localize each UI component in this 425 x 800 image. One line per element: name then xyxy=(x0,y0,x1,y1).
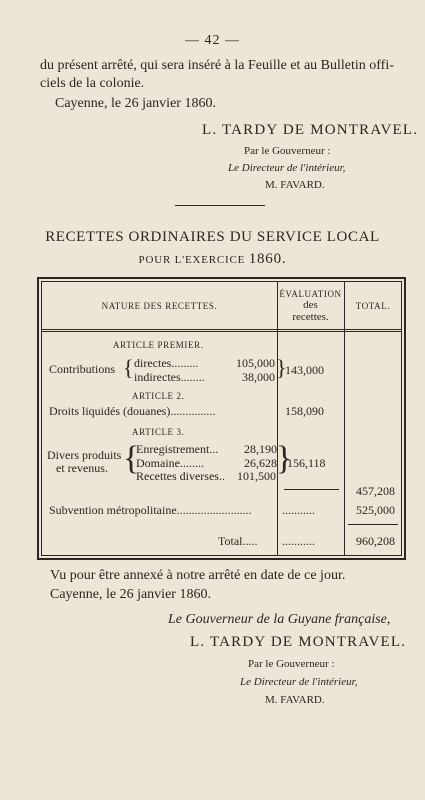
article3-row-3-value: 101,500 xyxy=(237,469,276,483)
subvention-value: 525,000 xyxy=(356,503,395,517)
subtotal-value: 457,208 xyxy=(356,484,395,498)
signature1-role: Le Directeur de l'intérieur, xyxy=(228,162,346,174)
intro-line-2: ciels de la colonie. xyxy=(40,76,145,91)
article3-label-1: Divers produits xyxy=(47,448,122,462)
column-divider-2 xyxy=(344,282,345,555)
total-dots: ........... xyxy=(282,534,315,548)
article1-row-1-label: directes......... xyxy=(134,356,199,370)
signature2-governor: Le Gouverneur de la Guyane française, xyxy=(168,612,391,627)
article3-row-2-label: Domaine........ xyxy=(136,456,204,470)
article3-close-brace-icon: } xyxy=(276,440,293,477)
article2-label: Droits liquidés (douanes)............... xyxy=(49,404,216,418)
table-title: RECETTES ORDINAIRES DU SERVICE LOCAL xyxy=(45,229,380,245)
article3-row-2-value: 26,628 xyxy=(244,456,277,470)
article3-label-2: et revenus. xyxy=(56,461,108,475)
signature2-signer: M. FAVARD. xyxy=(265,694,325,706)
article1-row-2-value: 38,000 xyxy=(242,370,275,384)
signature2-name: L. TARDY DE MONTRAVEL. xyxy=(190,634,407,650)
article3-row-3-label: Recettes diverses.. xyxy=(136,469,225,483)
signature2-role: Le Directeur de l'intérieur, xyxy=(240,676,358,688)
header-evaluation-3: recettes. xyxy=(292,311,329,323)
article1-label: Contributions xyxy=(49,362,116,376)
evaluation-sum-rule xyxy=(284,489,339,490)
total-rule xyxy=(348,524,398,525)
article3-evaluation: 156,118 xyxy=(287,456,326,470)
article1-row-1-value: 105,000 xyxy=(236,356,275,370)
article1-evaluation: 143,000 xyxy=(285,363,324,377)
intro-date: Cayenne, le 26 janvier 1860. xyxy=(55,96,216,111)
signature1-name: L. TARDY DE MONTRAVEL. xyxy=(202,122,419,138)
header-rule xyxy=(42,329,401,330)
article3-heading: ARTICLE 3. xyxy=(132,427,185,437)
subvention-dots: ........... xyxy=(282,503,315,517)
annex-line-1: Vu pour être annexé à notre arrêté en date de ce jour. xyxy=(50,568,346,583)
total-value: 960,208 xyxy=(356,534,395,548)
article3-brace-icon: { xyxy=(123,440,140,477)
header-nature: NATURE DES RECETTES. xyxy=(101,301,218,311)
signature2-by: Par le Gouverneur : xyxy=(248,658,335,670)
subtitle-year: 1860. xyxy=(248,251,287,267)
total-label: Total..... xyxy=(218,534,258,548)
article1-row-2-label: indirectes........ xyxy=(134,370,205,384)
article1-brace-icon: { xyxy=(123,355,134,380)
article2-heading: ARTICLE 2. xyxy=(132,391,185,401)
signature1-by: Par le Gouverneur : xyxy=(244,145,331,157)
article1-heading: ARTICLE PREMIER. xyxy=(113,340,204,350)
header-rule-2 xyxy=(42,331,401,332)
article3-row-1-label: Enregistrement... xyxy=(136,442,219,456)
subtitle-prefix: POUR L'EXERCICE xyxy=(138,254,246,266)
subvention-label: Subvention métropolitaine......................... xyxy=(49,503,252,517)
header-evaluation-1: ÉVALUATION xyxy=(279,289,342,299)
header-evaluation-2: des xyxy=(303,299,318,311)
article2-evaluation: 158,090 xyxy=(285,404,324,418)
intro-line-1: du présent arrêté, qui sera inséré à la Feuille et au Bulletin offi- xyxy=(40,58,394,73)
annex-line-2: Cayenne, le 26 janvier 1860. xyxy=(50,587,211,602)
page-number: — 42 — xyxy=(185,33,240,48)
article3-row-1-value: 28,190 xyxy=(244,442,277,456)
header-total: TOTAL. xyxy=(355,301,391,311)
signature1-signer: M. FAVARD. xyxy=(265,179,325,191)
article1-close-brace-icon: } xyxy=(276,355,287,380)
table-subtitle xyxy=(0,251,425,268)
section-rule xyxy=(175,205,265,206)
